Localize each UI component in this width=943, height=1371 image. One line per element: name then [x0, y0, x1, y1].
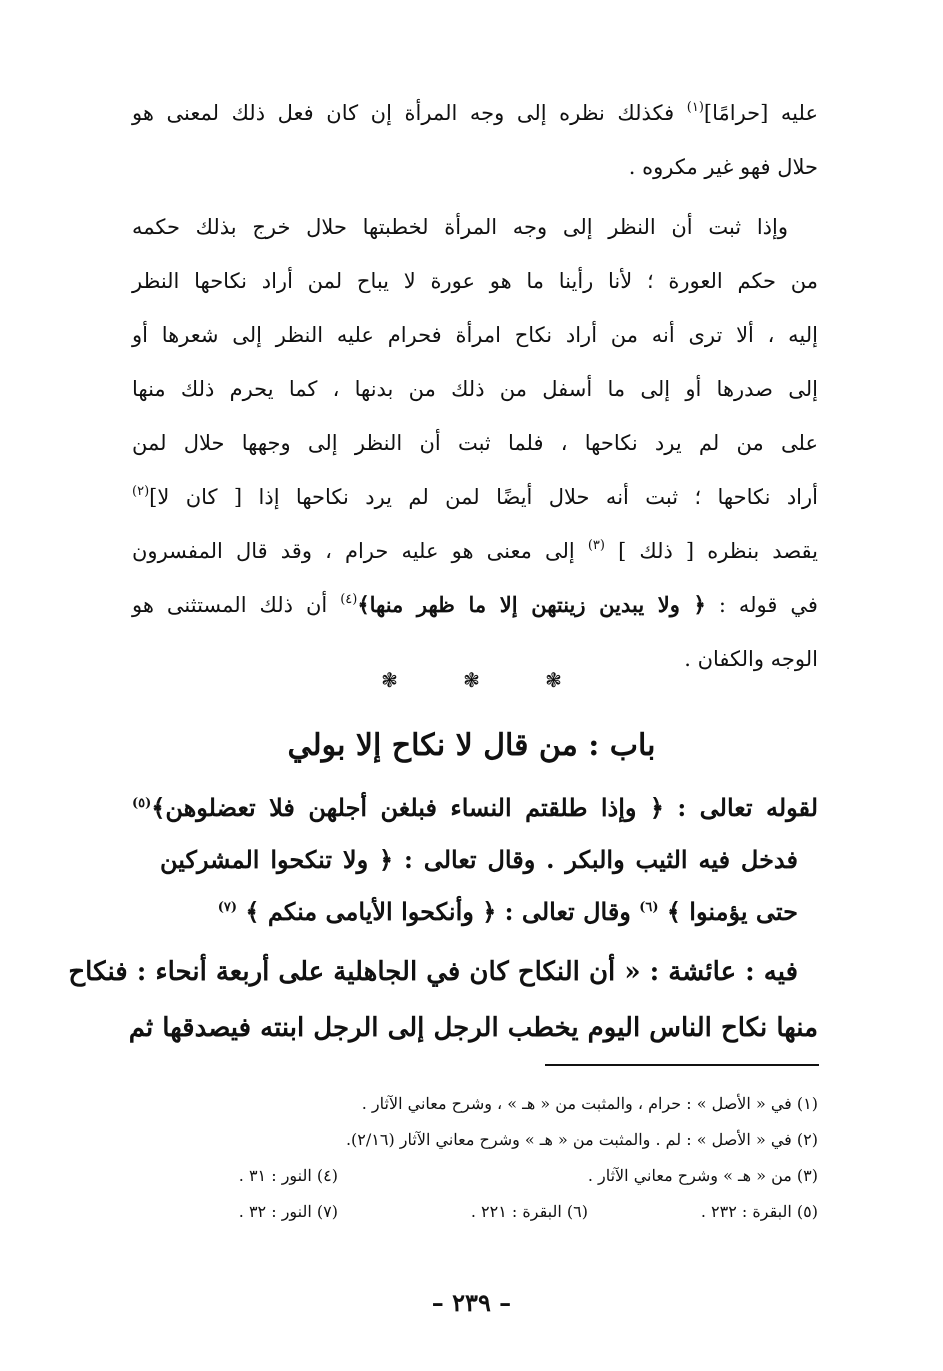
footnote-row	[158, 1194, 818, 1230]
footnotes	[158, 1086, 818, 1230]
paragraph-2	[132, 200, 818, 686]
section-separator	[0, 668, 943, 708]
text-line: حلال فهو غير مكروه .	[628, 155, 818, 179]
footnote-divider	[545, 1064, 819, 1066]
text-line: وإذا ثبت أن النظر إلى وجه المرأة لخطبتها حلال خرج بذلك حكمه	[132, 215, 788, 239]
footnote-row	[158, 1158, 818, 1194]
footnote-ref: (٧)	[217, 900, 238, 915]
footnote-ref: (٣)	[587, 538, 605, 553]
text-line	[132, 470, 818, 524]
quran-verse: ﴿ ولا يبدين زينتهن إلا ما ظهر منها﴾	[357, 592, 706, 617]
text-span: فكذلك نظره إلى وجه المرأة إن كان فعل ذلك لمعنى هو	[132, 101, 675, 125]
page-number: – ٢٣٩ –	[431, 1288, 512, 1317]
text-span: يقصد بنظره [ ذلك ]	[618, 539, 819, 563]
footnote: (٣) من « هـ » وشرح معاني الآثار .	[587, 1166, 818, 1185]
text-span: حتى يؤمنوا ﴾	[666, 897, 798, 926]
footnote: (٢) في « الأصل » : لم . والمثبت من « هـ » وشرح معاني الآثار (٢/١٦).	[345, 1130, 818, 1149]
text-line	[132, 86, 818, 140]
footnote-ref: (٢)	[132, 484, 150, 499]
hadith-paragraph	[68, 944, 818, 1056]
footnote: (١) في « الأصل » : حرام ، والمثبت من « هـ » ، وشرح معاني الآثار .	[361, 1094, 818, 1113]
text-line	[132, 578, 818, 632]
verses-block	[132, 782, 818, 938]
text-line	[132, 524, 818, 578]
footnote: (٤) النور : ٣١ .	[238, 1166, 338, 1185]
star-ornament-icon: ❃	[381, 668, 398, 692]
text-line	[132, 782, 818, 834]
footnote-ref: (٥)	[132, 796, 152, 811]
text-line: إليه ، ألا ترى أنه من أراد نكاح امرأة فحرام عليه النظر إلى شعرها أو	[132, 323, 818, 347]
footnote-ref: (١)	[686, 100, 704, 115]
text-line: إلى صدرها أو إلى ما أسفل من ذلك من بدنها ، كما يحرم ذلك منها	[132, 377, 818, 401]
star-ornament-icon: ❃	[463, 668, 480, 692]
footnote: (٧) النور : ٣٢ .	[238, 1202, 338, 1221]
text-line: فيه : عائشة : « أن النكاح كان في الجاهلية على أربعة أنحاء : فنكاح	[68, 957, 798, 987]
paragraph-1	[132, 86, 818, 194]
footnote: (٥) البقرة : ٢٣٢ .	[700, 1202, 818, 1221]
star-ornament-icon: ❃	[545, 668, 562, 692]
text-span: وقال تعالى : ﴿ وأنكحوا الأيامى منكم ﴾	[245, 897, 631, 926]
text-span: عليه [حرامًا]	[703, 101, 818, 125]
footnote-ref: (٦)	[639, 900, 659, 915]
text-line	[132, 886, 818, 938]
text-line: منها نكاح الناس اليوم يخطب الرجل إلى الرجل ابنته فيصدقها ثم	[128, 1013, 818, 1043]
chapter-heading: باب : من قال لا نكاح إلا بولي	[287, 728, 656, 763]
footnote-ref: (٤)	[340, 592, 358, 607]
text-span: في قوله :	[718, 593, 818, 617]
text-line: من حكم العورة ؛ لأنا رأينا ما هو عورة لا يباح لمن أراد نكاحها النظر	[132, 269, 818, 293]
text-span: أراد نكاحها ؛ ثبت أنه حلال أيضًا لمن لم يرد نكاحها إذا [ كان لا]	[149, 485, 818, 509]
footnote: (٦) البقرة : ٢٢١ .	[470, 1202, 588, 1221]
text-span: أن ذلك المستثنى هو	[132, 593, 328, 617]
text-line: على من لم يرد نكاحها ، فلما ثبت أن النظر إلى وجهها حلال لمن	[132, 431, 818, 455]
text-span: لقوله تعالى : ﴿ وإذا طلقتم النساء فبلغن أجلهن فلا تعضلوهن﴾	[151, 793, 818, 822]
text-line: الوجه والكفان .	[684, 647, 818, 671]
text-span: إلى معنى هو عليه حرام ، وقد قال المفسرون	[132, 539, 575, 563]
text-line: فدخل فيه الثيب والبكر . وقال تعالى : ﴿ ولا تنكحوا المشركين	[160, 845, 798, 874]
